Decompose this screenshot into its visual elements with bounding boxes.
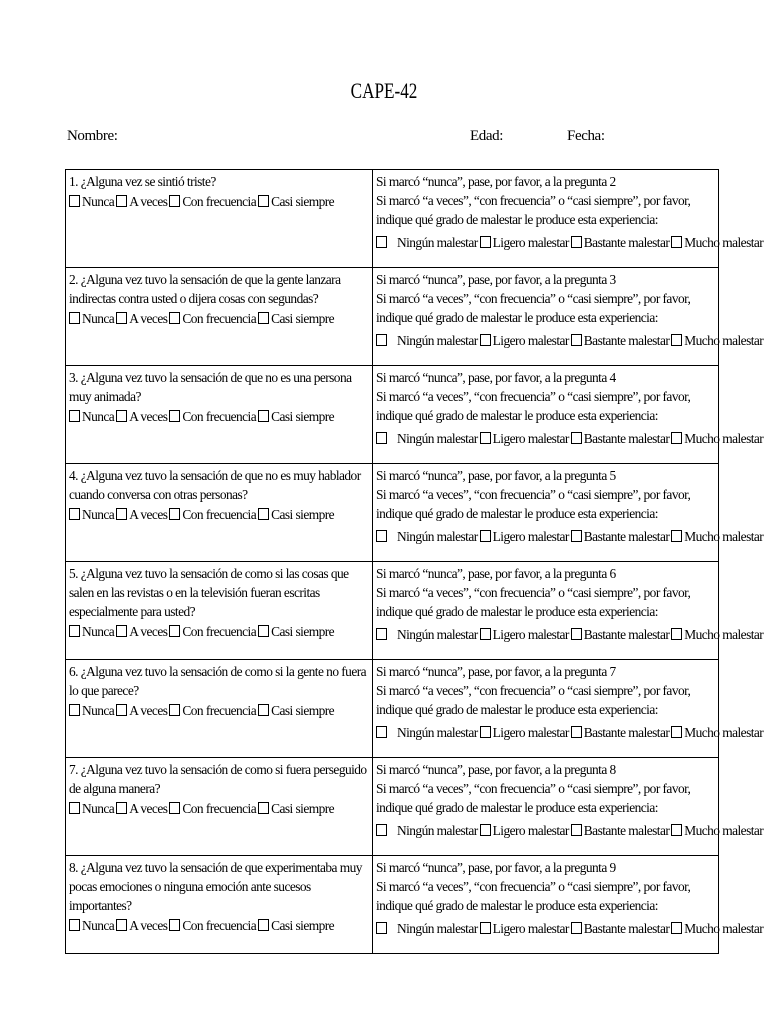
- checkbox-q8-frequency-1[interactable]: [116, 919, 127, 931]
- question-text: 7. ¿Alguna vez tuvo la sensación de como si fuera perseguido de alguna manera?: [69, 762, 367, 796]
- question-cell: [66, 268, 373, 366]
- frequency-option[interactable]: [169, 194, 256, 209]
- distress-option-label: Ligero malestar: [492, 627, 569, 642]
- checkbox-q7-frequency-1[interactable]: [116, 802, 127, 814]
- question-row: [66, 366, 719, 464]
- question-cell: [66, 366, 373, 464]
- checkbox-q3-distress-1[interactable]: [480, 432, 491, 444]
- frequency-option[interactable]: [258, 507, 334, 522]
- checkbox-q7-distress-1[interactable]: [480, 824, 491, 836]
- checkbox-q8-distress-0[interactable]: [376, 922, 387, 934]
- distress-option[interactable]: [376, 921, 478, 936]
- checkbox-q8-frequency-2[interactable]: [169, 919, 180, 931]
- distress-option[interactable]: [376, 235, 478, 250]
- skip-instruction: Si marcó “nunca”, pase, por favor, a la pregunta 7: [376, 664, 616, 679]
- question-text: 1. ¿Alguna vez se sintió triste?: [69, 174, 216, 189]
- distress-cell: [373, 660, 764, 758]
- checkbox-q3-frequency-3[interactable]: [258, 410, 269, 422]
- frequency-option-label: Casi siempre: [271, 624, 335, 639]
- distress-option[interactable]: [671, 921, 763, 936]
- frequency-option-label: Nunca: [82, 507, 115, 522]
- frequency-options: [69, 799, 369, 818]
- distress-option-label: Mucho malestar: [684, 333, 764, 348]
- checkbox-q7-distress-0[interactable]: [376, 824, 387, 836]
- frequency-options: [69, 622, 369, 641]
- frequency-options: [69, 309, 369, 328]
- skip-instruction: Si marcó “nunca”, pase, por favor, a la pregunta 2: [376, 174, 616, 189]
- checkbox-q5-frequency-3[interactable]: [258, 625, 269, 637]
- frequency-option[interactable]: [116, 311, 167, 326]
- frequency-option[interactable]: [69, 801, 114, 816]
- checkbox-q6-frequency-1[interactable]: [116, 704, 127, 716]
- distress-option-label: Bastante malestar: [583, 627, 670, 642]
- checkbox-q4-distress-0[interactable]: [376, 530, 387, 542]
- checkbox-q3-distress-3[interactable]: [671, 432, 682, 444]
- question-row: [66, 268, 719, 366]
- question-cell: [66, 562, 373, 660]
- distress-option[interactable]: [571, 431, 669, 446]
- checkbox-q2-frequency-3[interactable]: [258, 312, 269, 324]
- distress-intro: Si marcó “a veces”, “con frecuencia” o “casi siempre”, por favor, indique qué grado de malestar le produce esta experiencia:: [376, 487, 691, 521]
- skip-instruction: Si marcó “nunca”, pase, por favor, a la pregunta 3: [376, 272, 616, 287]
- question-text: 2. ¿Alguna vez tuvo la sensación de que la gente lanzara indirectas contra usted o dijera cosas con segundas?: [69, 272, 341, 306]
- distress-option-label: Mucho malestar: [684, 627, 764, 642]
- distress-option-label: Ningún malestar: [397, 333, 478, 348]
- distress-option[interactable]: [480, 235, 569, 250]
- frequency-option[interactable]: [169, 507, 256, 522]
- distress-options: [376, 625, 764, 644]
- checkbox-q8-distress-1[interactable]: [480, 922, 491, 934]
- distress-options: [376, 527, 764, 546]
- frequency-option[interactable]: [169, 624, 256, 639]
- checkbox-q2-frequency-0[interactable]: [69, 312, 80, 324]
- distress-option-label: Ningún malestar: [397, 235, 478, 250]
- frequency-option[interactable]: [258, 194, 334, 209]
- frequency-options: [69, 192, 369, 211]
- checkbox-q1-frequency-2[interactable]: [169, 195, 180, 207]
- frequency-option-label: A veces: [129, 311, 168, 326]
- distress-option-label: Bastante malestar: [583, 431, 670, 446]
- frequency-option[interactable]: [69, 409, 114, 424]
- frequency-option-label: Casi siempre: [271, 194, 335, 209]
- checkbox-q6-frequency-2[interactable]: [169, 704, 180, 716]
- checkbox-q4-distress-3[interactable]: [671, 530, 682, 542]
- checkbox-q4-frequency-0[interactable]: [69, 508, 80, 520]
- checkbox-q1-distress-1[interactable]: [480, 236, 491, 248]
- checkbox-q7-distress-2[interactable]: [571, 824, 582, 836]
- frequency-option-label: A veces: [129, 409, 168, 424]
- distress-option[interactable]: [571, 627, 669, 642]
- distress-option-label: Ligero malestar: [492, 431, 569, 446]
- distress-option[interactable]: [571, 823, 669, 838]
- frequency-option[interactable]: [69, 311, 114, 326]
- frequency-option-label: Nunca: [82, 801, 115, 816]
- distress-option-label: Bastante malestar: [583, 921, 670, 936]
- checkbox-q8-distress-3[interactable]: [671, 922, 682, 934]
- distress-option[interactable]: [376, 529, 478, 544]
- distress-option-label: Ligero malestar: [492, 333, 569, 348]
- frequency-option-label: Casi siempre: [271, 801, 335, 816]
- frequency-option[interactable]: [258, 409, 334, 424]
- skip-instruction: Si marcó “nunca”, pase, por favor, a la pregunta 4: [376, 370, 616, 385]
- distress-option-label: Ligero malestar: [492, 725, 569, 740]
- frequency-option-label: Casi siempre: [271, 311, 335, 326]
- frequency-option[interactable]: [116, 409, 167, 424]
- frequency-options: [69, 916, 369, 935]
- frequency-option-label: Nunca: [82, 194, 115, 209]
- frequency-option[interactable]: [258, 624, 334, 639]
- distress-intro: Si marcó “a veces”, “con frecuencia” o “casi siempre”, por favor, indique qué grado de malestar le produce esta experiencia:: [376, 781, 691, 815]
- distress-options: [376, 821, 764, 840]
- distress-intro: Si marcó “a veces”, “con frecuencia” o “casi siempre”, por favor, indique qué grado de malestar le produce esta experiencia:: [376, 585, 691, 619]
- checkbox-q1-distress-3[interactable]: [671, 236, 682, 248]
- question-text: 8. ¿Alguna vez tuvo la sensación de que experimentaba muy pocas emociones o ninguna emoción ante sucesos importantes?: [69, 860, 362, 913]
- checkbox-q6-distress-1[interactable]: [480, 726, 491, 738]
- distress-option[interactable]: [671, 529, 763, 544]
- checkbox-q3-frequency-1[interactable]: [116, 410, 127, 422]
- frequency-option-label: Con frecuencia: [182, 194, 257, 209]
- frequency-option[interactable]: [69, 624, 114, 639]
- frequency-option-label: Nunca: [82, 409, 115, 424]
- distress-cell: [373, 268, 764, 366]
- distress-option[interactable]: [480, 333, 569, 348]
- checkbox-q2-distress-1[interactable]: [480, 334, 491, 346]
- question-row: [66, 660, 719, 758]
- distress-option[interactable]: [376, 333, 478, 348]
- distress-option[interactable]: [671, 431, 763, 446]
- frequency-option-label: Con frecuencia: [182, 507, 257, 522]
- distress-option[interactable]: [671, 725, 763, 740]
- frequency-option[interactable]: [169, 801, 256, 816]
- distress-option[interactable]: [671, 235, 763, 250]
- question-cell: [66, 464, 373, 562]
- name-label: Nombre:: [67, 128, 118, 144]
- skip-instruction: Si marcó “nunca”, pase, por favor, a la pregunta 6: [376, 566, 616, 581]
- checkbox-q7-distress-3[interactable]: [671, 824, 682, 836]
- distress-option-label: Ningún malestar: [397, 725, 478, 740]
- frequency-options: [69, 701, 369, 720]
- checkbox-q5-distress-3[interactable]: [671, 628, 682, 640]
- checkbox-q8-frequency-3[interactable]: [258, 919, 269, 931]
- checkbox-q2-frequency-1[interactable]: [116, 312, 127, 324]
- question-row: [66, 562, 719, 660]
- frequency-option[interactable]: [116, 624, 167, 639]
- distress-option-label: Ningún malestar: [397, 921, 478, 936]
- frequency-option-label: Casi siempre: [271, 918, 335, 933]
- checkbox-q3-distress-2[interactable]: [571, 432, 582, 444]
- checkbox-q5-distress-1[interactable]: [480, 628, 491, 640]
- distress-option[interactable]: [671, 333, 763, 348]
- distress-option-label: Bastante malestar: [583, 529, 670, 544]
- checkbox-q5-frequency-0[interactable]: [69, 625, 80, 637]
- distress-option[interactable]: [571, 529, 669, 544]
- distress-options: [376, 723, 764, 742]
- page-title: CAPE-42: [350, 78, 418, 103]
- frequency-option[interactable]: [116, 801, 167, 816]
- frequency-option-label: Con frecuencia: [182, 624, 257, 639]
- checkbox-q4-frequency-1[interactable]: [116, 508, 127, 520]
- frequency-option-label: A veces: [129, 194, 168, 209]
- distress-option[interactable]: [376, 627, 478, 642]
- question-cell: [66, 758, 373, 856]
- question-cell: [66, 170, 373, 268]
- questionnaire-table: [65, 169, 764, 954]
- distress-intro: Si marcó “a veces”, “con frecuencia” o “casi siempre”, por favor, indique qué grado de malestar le produce esta experiencia:: [376, 389, 691, 423]
- frequency-option[interactable]: [169, 703, 256, 718]
- distress-cell: [373, 758, 764, 856]
- distress-option[interactable]: [480, 823, 569, 838]
- distress-option-label: Mucho malestar: [684, 235, 764, 250]
- frequency-option-label: Casi siempre: [271, 409, 335, 424]
- checkbox-q6-distress-0[interactable]: [376, 726, 387, 738]
- question-row: [66, 856, 719, 954]
- distress-option[interactable]: [571, 235, 669, 250]
- distress-option-label: Ligero malestar: [492, 529, 569, 544]
- frequency-option-label: Con frecuencia: [182, 703, 257, 718]
- age-label: Edad:: [470, 128, 503, 144]
- distress-cell: [373, 464, 764, 562]
- frequency-option-label: A veces: [129, 507, 168, 522]
- distress-option-label: Ligero malestar: [492, 921, 569, 936]
- frequency-option-label: Con frecuencia: [182, 311, 257, 326]
- checkbox-q4-frequency-2[interactable]: [169, 508, 180, 520]
- distress-option[interactable]: [376, 431, 478, 446]
- checkbox-q7-frequency-2[interactable]: [169, 802, 180, 814]
- checkbox-q1-distress-2[interactable]: [571, 236, 582, 248]
- frequency-option-label: Nunca: [82, 624, 115, 639]
- checkbox-q6-distress-3[interactable]: [671, 726, 682, 738]
- distress-options: [376, 331, 764, 350]
- frequency-option[interactable]: [258, 918, 334, 933]
- distress-option[interactable]: [376, 823, 478, 838]
- checkbox-q3-distress-0[interactable]: [376, 432, 387, 444]
- frequency-option[interactable]: [258, 311, 334, 326]
- checkbox-q1-frequency-1[interactable]: [116, 195, 127, 207]
- frequency-options: [69, 407, 369, 426]
- frequency-option[interactable]: [69, 918, 114, 933]
- distress-intro: Si marcó “a veces”, “con frecuencia” o “casi siempre”, por favor, indique qué grado de malestar le produce esta experiencia:: [376, 291, 691, 325]
- checkbox-q6-frequency-3[interactable]: [258, 704, 269, 716]
- frequency-option[interactable]: [258, 801, 334, 816]
- distress-option[interactable]: [376, 725, 478, 740]
- checkbox-q1-frequency-3[interactable]: [258, 195, 269, 207]
- distress-option-label: Mucho malestar: [684, 921, 764, 936]
- frequency-option-label: Casi siempre: [271, 703, 335, 718]
- distress-option-label: Mucho malestar: [684, 529, 764, 544]
- question-text: 3. ¿Alguna vez tuvo la sensación de que no es una persona muy animada?: [69, 370, 352, 404]
- checkbox-q5-distress-2[interactable]: [571, 628, 582, 640]
- distress-intro: Si marcó “a veces”, “con frecuencia” o “casi siempre”, por favor, indique qué grado de malestar le produce esta experiencia:: [376, 683, 691, 717]
- question-text: 5. ¿Alguna vez tuvo la sensación de como si las cosas que salen en las revistas o en la televisión fueran escritas especialmente para usted?: [69, 566, 349, 619]
- frequency-option-label: Nunca: [82, 311, 115, 326]
- distress-intro: Si marcó “a veces”, “con frecuencia” o “casi siempre”, por favor, indique qué grado de malestar le produce esta experiencia:: [376, 879, 691, 913]
- distress-intro: Si marcó “a veces”, “con frecuencia” o “casi siempre”, por favor, indique qué grado de malestar le produce esta experiencia:: [376, 193, 691, 227]
- frequency-option[interactable]: [169, 918, 256, 933]
- distress-option-label: Ningún malestar: [397, 529, 478, 544]
- checkbox-q7-frequency-3[interactable]: [258, 802, 269, 814]
- checkbox-q1-frequency-0[interactable]: [69, 195, 80, 207]
- distress-option-label: Ligero malestar: [492, 823, 569, 838]
- checkbox-q8-frequency-0[interactable]: [69, 919, 80, 931]
- question-cell: [66, 660, 373, 758]
- checkbox-q4-distress-1[interactable]: [480, 530, 491, 542]
- distress-option-label: Bastante malestar: [583, 333, 670, 348]
- frequency-option-label: Con frecuencia: [182, 801, 257, 816]
- frequency-option[interactable]: [69, 703, 114, 718]
- skip-instruction: Si marcó “nunca”, pase, por favor, a la pregunta 9: [376, 860, 616, 875]
- frequency-option-label: Nunca: [82, 703, 115, 718]
- distress-option-label: Mucho malestar: [684, 431, 764, 446]
- frequency-option[interactable]: [116, 507, 167, 522]
- distress-option[interactable]: [571, 333, 669, 348]
- distress-option[interactable]: [571, 921, 669, 936]
- distress-option-label: Bastante malestar: [583, 823, 670, 838]
- distress-option-label: Ningún malestar: [397, 823, 478, 838]
- question-text: 4. ¿Alguna vez tuvo la sensación de que no es muy hablador cuando conversa con otras personas?: [69, 468, 361, 502]
- question-row: [66, 464, 719, 562]
- distress-option-label: Mucho malestar: [684, 725, 764, 740]
- distress-cell: [373, 170, 764, 268]
- distress-cell: [373, 856, 764, 954]
- frequency-option[interactable]: [169, 409, 256, 424]
- checkbox-q1-distress-0[interactable]: [376, 236, 387, 248]
- distress-options: [376, 919, 764, 938]
- checkbox-q6-frequency-0[interactable]: [69, 704, 80, 716]
- distress-option-label: Bastante malestar: [583, 235, 670, 250]
- distress-option-label: Mucho malestar: [684, 823, 764, 838]
- checkbox-q3-frequency-2[interactable]: [169, 410, 180, 422]
- question-cell: [66, 856, 373, 954]
- frequency-option[interactable]: [69, 507, 114, 522]
- checkbox-q6-distress-2[interactable]: [571, 726, 582, 738]
- distress-option[interactable]: [571, 725, 669, 740]
- checkbox-q5-frequency-2[interactable]: [169, 625, 180, 637]
- frequency-option-label: A veces: [129, 703, 168, 718]
- checkbox-q2-distress-2[interactable]: [571, 334, 582, 346]
- checkbox-q2-distress-0[interactable]: [376, 334, 387, 346]
- distress-options: [376, 233, 764, 252]
- frequency-option-label: A veces: [129, 918, 168, 933]
- checkbox-q2-distress-3[interactable]: [671, 334, 682, 346]
- frequency-option[interactable]: [116, 194, 167, 209]
- frequency-option[interactable]: [116, 918, 167, 933]
- date-label: Fecha:: [567, 128, 605, 144]
- frequency-options: [69, 505, 369, 524]
- distress-option-label: Bastante malestar: [583, 725, 670, 740]
- checkbox-q5-distress-0[interactable]: [376, 628, 387, 640]
- distress-option[interactable]: [480, 725, 569, 740]
- distress-cell: [373, 366, 764, 464]
- question-text: 6. ¿Alguna vez tuvo la sensación de como si la gente no fuera lo que parece?: [69, 664, 367, 698]
- frequency-option-label: Casi siempre: [271, 507, 335, 522]
- distress-option[interactable]: [671, 823, 763, 838]
- distress-option-label: Ningún malestar: [397, 627, 478, 642]
- checkbox-q7-frequency-0[interactable]: [69, 802, 80, 814]
- checkbox-q3-frequency-0[interactable]: [69, 410, 80, 422]
- distress-option[interactable]: [480, 921, 569, 936]
- frequency-option[interactable]: [116, 703, 167, 718]
- frequency-option-label: Nunca: [82, 918, 115, 933]
- distress-cell: [373, 562, 764, 660]
- question-row: [66, 170, 719, 268]
- distress-option[interactable]: [480, 431, 569, 446]
- frequency-option-label: A veces: [129, 624, 168, 639]
- frequency-option[interactable]: [69, 194, 114, 209]
- frequency-option-label: A veces: [129, 801, 168, 816]
- frequency-option-label: Con frecuencia: [182, 918, 257, 933]
- checkbox-q4-frequency-3[interactable]: [258, 508, 269, 520]
- distress-option[interactable]: [671, 627, 763, 642]
- checkbox-q5-frequency-1[interactable]: [116, 625, 127, 637]
- skip-instruction: Si marcó “nunca”, pase, por favor, a la pregunta 5: [376, 468, 616, 483]
- distress-option-label: Ligero malestar: [492, 235, 569, 250]
- frequency-option[interactable]: [169, 311, 256, 326]
- question-row: [66, 758, 719, 856]
- distress-option[interactable]: [480, 529, 569, 544]
- distress-option-label: Ningún malestar: [397, 431, 478, 446]
- skip-instruction: Si marcó “nunca”, pase, por favor, a la pregunta 8: [376, 762, 616, 777]
- frequency-option-label: Con frecuencia: [182, 409, 257, 424]
- frequency-option[interactable]: [258, 703, 334, 718]
- checkbox-q2-frequency-2[interactable]: [169, 312, 180, 324]
- distress-option[interactable]: [480, 627, 569, 642]
- checkbox-q4-distress-2[interactable]: [571, 530, 582, 542]
- checkbox-q8-distress-2[interactable]: [571, 922, 582, 934]
- distress-options: [376, 429, 764, 448]
